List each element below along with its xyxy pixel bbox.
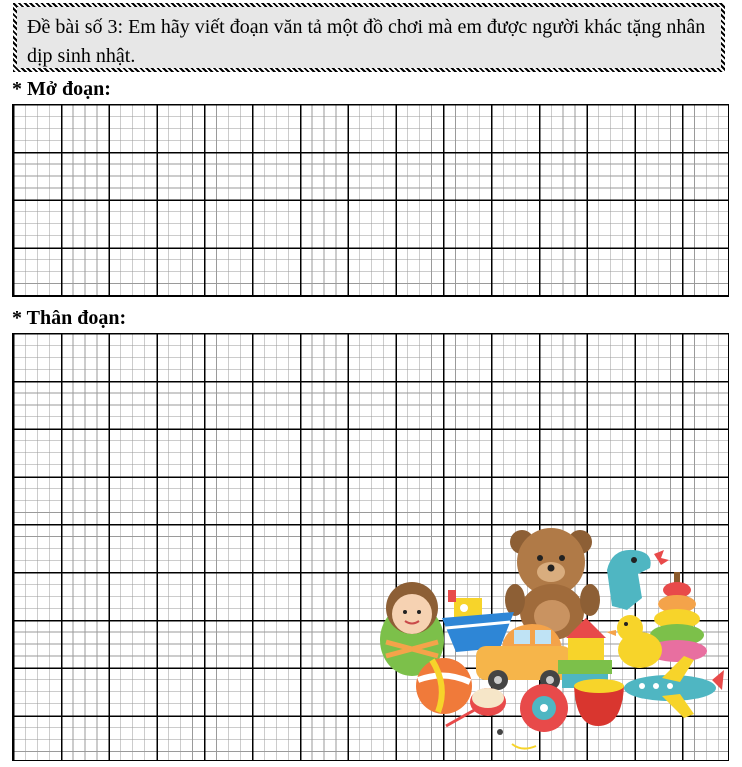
assignment-prompt [13, 3, 725, 72]
yo-yo-icon [512, 684, 568, 749]
rubber-duck-icon [606, 615, 662, 668]
section-heading-mo-doan: * Mở đoạn: [12, 78, 111, 100]
section-heading-than-doan: * Thân đoạn: [12, 307, 127, 329]
toy-bowl-icon [574, 679, 624, 726]
toys-illustration [372, 520, 726, 760]
writing-grid-mo-doan[interactable] [12, 104, 729, 297]
ball-icon [416, 658, 472, 714]
prompt-text: Đề bài số 3: Em hãy viết đoạn văn tả một đồ chơi mà em được người khác tặng nhân dịp sinh nhật. [27, 16, 706, 67]
